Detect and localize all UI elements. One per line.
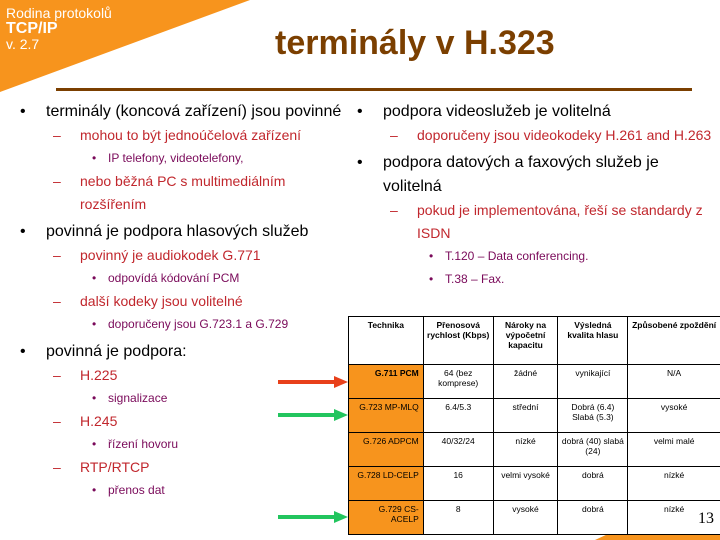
table-header-row xyxy=(349,317,720,365)
sub-bullet: – mohou to být jednoúčelová zařízení xyxy=(18,124,348,147)
table-cell: nízké xyxy=(628,467,720,501)
table-cell: 16 xyxy=(423,467,493,501)
table-row xyxy=(349,433,720,467)
sub-sub-bullet: • signalizace xyxy=(18,387,348,410)
title-underline xyxy=(56,88,692,91)
bullet-data-fax: • podpora datových a faxových služeb je volitelná xyxy=(355,151,715,199)
sub-bullet: – další kodeky jsou volitelné xyxy=(18,290,348,313)
table-cell-technique: G.723 MP-MLQ xyxy=(349,399,424,433)
page-number: 13 xyxy=(698,510,714,527)
sub-bullet: – povinný je audiokodek G.771 xyxy=(18,244,348,267)
arrow-right-icon xyxy=(278,375,348,389)
sub-bullet: – RTP/RTCP xyxy=(18,456,348,479)
table-row xyxy=(349,365,720,399)
sub-bullet: – doporučeny jsou videokodeky H.261 and H.263 xyxy=(355,124,715,147)
table-row xyxy=(349,467,720,501)
table-cell: velmi malé xyxy=(628,433,720,467)
series-label xyxy=(6,6,112,52)
bullet-voice: • povinná je podpora hlasových služeb xyxy=(18,220,348,244)
table-header-cell: Přenosová rychlost (Kbps) xyxy=(423,317,493,365)
table-cell: dobrá xyxy=(558,467,628,501)
codec-table xyxy=(348,316,720,535)
table-header-cell: Způsobené zpoždění xyxy=(628,317,720,365)
table-cell: nízké xyxy=(493,433,558,467)
table-cell: dobrá (40) slabá (24) xyxy=(558,433,628,467)
series-line-2: TCP/IP xyxy=(6,19,58,37)
table-cell: vysoké xyxy=(628,399,720,433)
left-column xyxy=(18,98,348,502)
table-cell: žádné xyxy=(493,365,558,399)
sub-sub-bullet: • odpovídá kódování PCM xyxy=(18,267,348,290)
table-cell: vysoké xyxy=(493,501,558,535)
sub-bullet: – nebo běžná PC s multimediálním rozšířením xyxy=(18,170,348,216)
sub-sub-bullet: • IP telefony, videotelefony, xyxy=(18,147,348,170)
table-cell-technique: G.711 PCM xyxy=(349,365,424,399)
table-cell: dobrá xyxy=(558,501,628,535)
slide-title: terminály v H.323 xyxy=(275,24,555,62)
table-cell: střední xyxy=(493,399,558,433)
series-line-1: Rodina protokolů xyxy=(6,5,112,21)
table-header-cell: Technika xyxy=(349,317,424,365)
sub-sub-bullet: • T.38 – Fax. xyxy=(355,268,715,291)
table-cell: 6.4/5.3 xyxy=(423,399,493,433)
sub-bullet: – H.245 xyxy=(18,410,348,433)
table-cell: Dobrá (6.4) Slabá (5.3) xyxy=(558,399,628,433)
series-version: v. 2.7 xyxy=(6,36,40,53)
table-header-cell: Výsledná kvalita hlasu xyxy=(558,317,628,365)
table-cell: vynikající xyxy=(558,365,628,399)
arrow-right-icon xyxy=(278,510,348,524)
sub-bullet: – H.225 xyxy=(18,364,348,387)
sub-sub-bullet: • přenos dat xyxy=(18,479,348,502)
table-header-cell: Nároky na výpočetní kapacitu xyxy=(493,317,558,365)
sub-sub-bullet: • řízení hovoru xyxy=(18,433,348,456)
sub-sub-bullet: • T.120 – Data conferencing. xyxy=(355,245,715,268)
table-row xyxy=(349,399,720,433)
bullet-required-support: • povinná je podpora: xyxy=(18,340,348,364)
table-cell: 64 (bez komprese) xyxy=(423,365,493,399)
sub-bullet: – pokud je implementována, řeší se standardy z ISDN xyxy=(355,199,715,245)
table-row xyxy=(349,501,720,535)
table-cell-technique: G.726 ADPCM xyxy=(349,433,424,467)
right-column xyxy=(355,98,715,291)
bullet-terminals: • terminály (koncová zařízení) jsou povinné xyxy=(18,100,348,124)
table-cell: 8 xyxy=(423,501,493,535)
table-cell-technique: G.728 LD-CELP xyxy=(349,467,424,501)
sub-sub-bullet: • doporučeny jsou G.723.1 a G.729 xyxy=(18,313,348,336)
arrow-right-icon xyxy=(278,408,348,422)
table-cell-technique: G.729 CS-ACELP xyxy=(349,501,424,535)
table-cell: velmi vysoké xyxy=(493,467,558,501)
table-cell: 40/32/24 xyxy=(423,433,493,467)
bullet-video: • podpora videoslužeb je volitelná xyxy=(355,100,715,124)
table-cell: N/A xyxy=(628,365,720,399)
table-cell: nízké xyxy=(628,501,720,535)
